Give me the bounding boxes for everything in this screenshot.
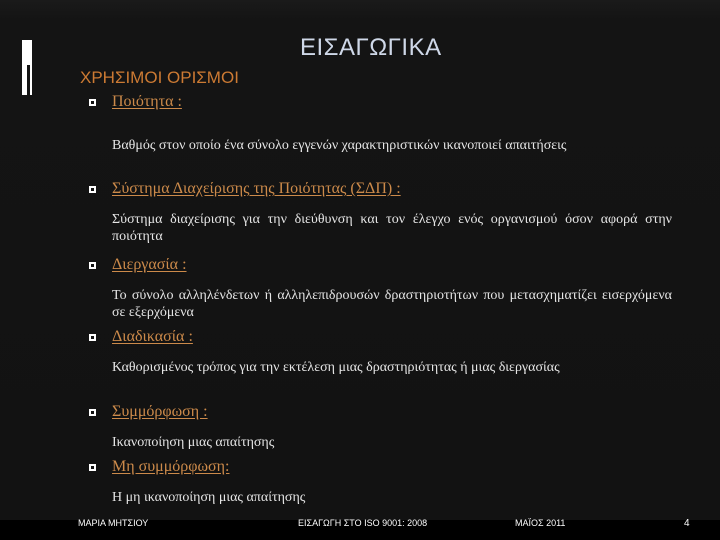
definition-text: Καθορισμένος τρόπος για την εκτέλεση μιας δραστηριότητας ή μιας διεργασίας <box>112 360 560 375</box>
term-link[interactable]: Μη συμμόρφωση: <box>112 458 230 475</box>
term-link[interactable]: Σύστημα Διαχείρισης της Ποιότητας (ΣΔΠ) : <box>112 180 401 197</box>
bullet-icon <box>89 186 97 194</box>
definition-text: Η μη ικανοποίηση μιας απαίτησης <box>112 490 306 505</box>
bullet-icon <box>89 409 97 417</box>
footer-author: ΜΑΡΙΑ ΜΗΤΣΙΟΥ <box>78 518 149 528</box>
footer-date: ΜΑΪΟΣ 2011 <box>515 518 566 528</box>
slide-title: ΕΙΣΑΓΩΓΙΚΑ <box>300 34 442 61</box>
bullet-icon <box>89 334 97 342</box>
footer-topic: ΕΙΣΑΓΩΓΗ ΣΤΟ ISO 9001: 2008 <box>298 518 428 528</box>
definition-text: Βαθμός στον οποίο ένα σύνολο εγγενών χαρακτηριστικών ικανοποιεί απαιτήσεις <box>112 138 567 153</box>
bullet-icon <box>89 99 97 107</box>
term-link[interactable]: Συμμόρφωση : <box>112 403 208 420</box>
term-link[interactable]: Διαδικασία : <box>112 328 193 345</box>
bullet-icon <box>89 262 97 270</box>
slide-subtitle: ΧΡΗΣΙΜΟΙ ΟΡΙΣΜΟΙ <box>80 68 239 87</box>
term-link[interactable]: Ποιότητα : <box>112 93 182 110</box>
page-number: 4 <box>684 518 690 529</box>
definition-text: Το σύνολο αλληλένδετων ή αλληλεπιδρουσών δραστηριοτήτων που μετασχηματίζει εισερχόμενα σε εξερχόμενα <box>112 288 672 320</box>
definition-text: Σύστημα διαχείρισης για την διεύθυνση και τον έλεγχο ενός οργανισμού όσον αφορά στην ποιότητα <box>112 212 672 244</box>
definition-text: Ικανοποίηση μιας απαίτησης <box>112 435 275 450</box>
bullet-icon <box>89 464 97 472</box>
term-link[interactable]: Διεργασία : <box>112 256 187 273</box>
